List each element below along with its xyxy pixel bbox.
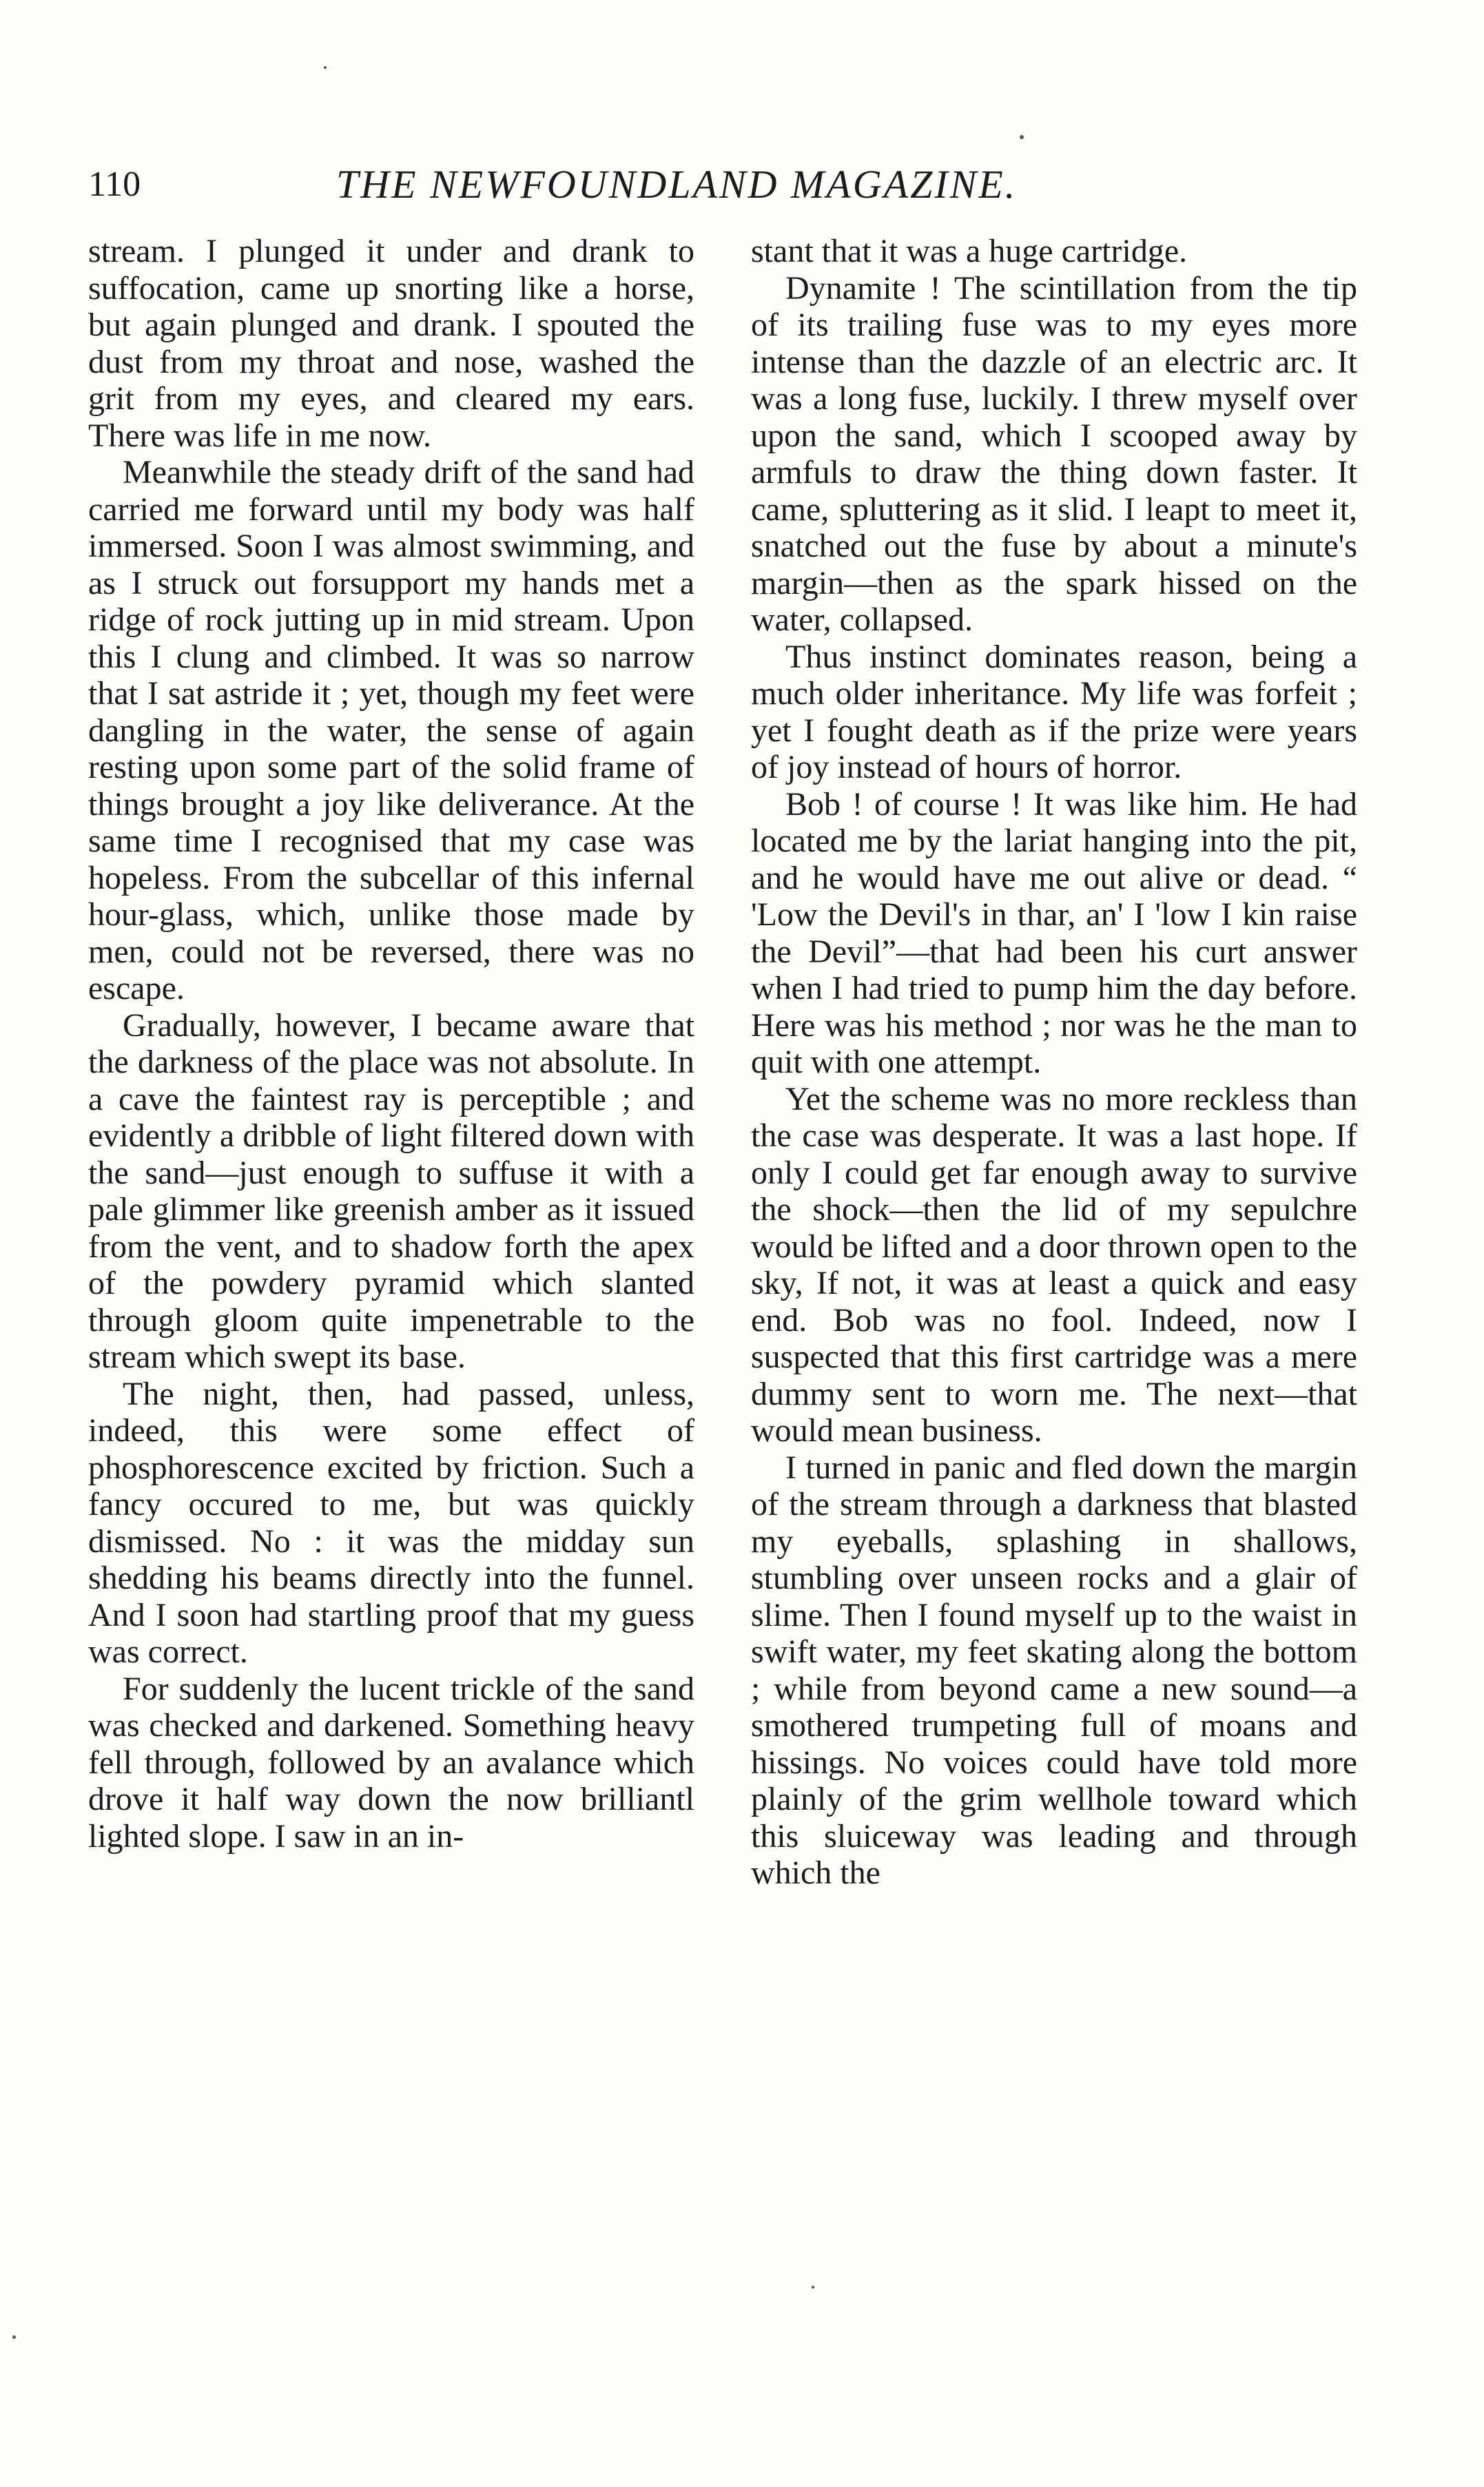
magazine-title: THE NEWFOUNDLAND MAGAZINE. [336,162,1018,207]
print-speck [1020,135,1024,139]
left-column [88,233,694,1855]
paragraph: The night, then, had passed, unless, indeed, this were some effect of phosphorescence excited by friction. Such a fancy occured to me, but was quickly dismissed. No : it was the midday sun shedding his beams directly into the funnel. And I soon had startling proof that my guess was correct. [88,1375,694,1670]
right-column [751,233,1357,1892]
paragraph: Gradually, however, I became aware that the darkness of the place was not absolute. In a cave the faintest ray is perceptible ; and evidently a dribble of light filtered down with the sand—just enough to suffuse it with a pale glimmer like greenish amber as it issued from the vent, and to shadow forth the apex of the powdery pyramid which slanted through gloom quite impenetrable to the stream which swept its base. [88,1007,694,1375]
print-speck [324,66,327,69]
paragraph: stream. I plunged it under and drank to suffocation, came up snorting like a horse, but again plunged and drank. I spouted the dust from my throat and nose, washed the grit from my eyes, and cleared my ears. There was life in me now. [88,233,694,454]
print-speck [812,2286,814,2289]
paragraph: Yet the scheme was no more reckless than the case was desperate. It was a last hope. If only I could get far enough away to survive the shock—then the lid of my sepulchre would be lifted and a door thrown open to the sky, If not, it was at least a quick and easy end. Bob was no fool. Indeed, now I suspected that this first cartridge was a mere dummy sent to worn me. The next—that would mean business. [751,1080,1357,1449]
paragraph: For suddenly the lucent trickle of the sand was checked and darkened. Something heavy fell through, followed by an avalance which drove it half way down the now brilliantl lighted slope. I saw in an in- [88,1670,694,1855]
paragraph: Meanwhile the steady drift of the sand had carried me forward until my body was half immersed. Soon I was almost swimming, and as I struck out forsupport my hands met a ridge of rock jutting up in mid stream. Upon this I clung and climbed. It was so narrow that I sat astride it ; yet, though my feet were dangling in the water, the sense of again resting upon some part of the solid frame of things brought a joy like deliverance. At the same time I recognised that my case was hopeless. From the subcellar of this infernal hour-glass, which, unlike those made by men, could not be reversed, there was no escape. [88,454,694,1007]
paragraph: stant that it was a huge cartridge. [751,233,1188,269]
paragraph: Thus instinct dominates reason, being a much older inheritance. My life was forfeit ; yet I fought death as if the prize were years of joy instead of hours of horror. [751,638,1357,785]
paragraph: Bob ! of course ! It was like him. He had located me by the lariat hanging into the pit, and he would have me out alive or dead. “ 'Low the Devil's in thar, an' I 'low I kin raise the Devil”—that had been his curt answer when I had tried to pump him the day before. Here was his method ; nor was he the man to quit with one attempt. [751,785,1357,1080]
paragraph: Dynamite ! The scintillation from the tip of its trailing fuse was to my eyes more intense than the dazzle of an electric arc. It was a long fuse, luckily. I threw myself over upon the sand, which I scooped away by armfuls to draw the thing down faster. It came, spluttering as it slid. I leapt to meet it, snatched out the fuse by about a minute's margin—then as the spark hissed on the water, collapsed. [751,269,1357,638]
page-number: 110 [88,165,141,204]
page-header [88,157,1397,212]
print-speck [12,2335,16,2339]
paragraph: I turned in panic and fled down the margin of the stream through a darkness that blasted my eyeballs, splashing in shallows, stumbling over unseen rocks and a glair of slime. Then I found myself up to the waist in swift water, my feet skating along the bottom ; while from beyond came a new sound—a smothered trumpeting full of moans and hissings. No voices could have told more plainly of the grim wellhole toward which this sluiceway was leading and through which the [751,1449,1357,1891]
